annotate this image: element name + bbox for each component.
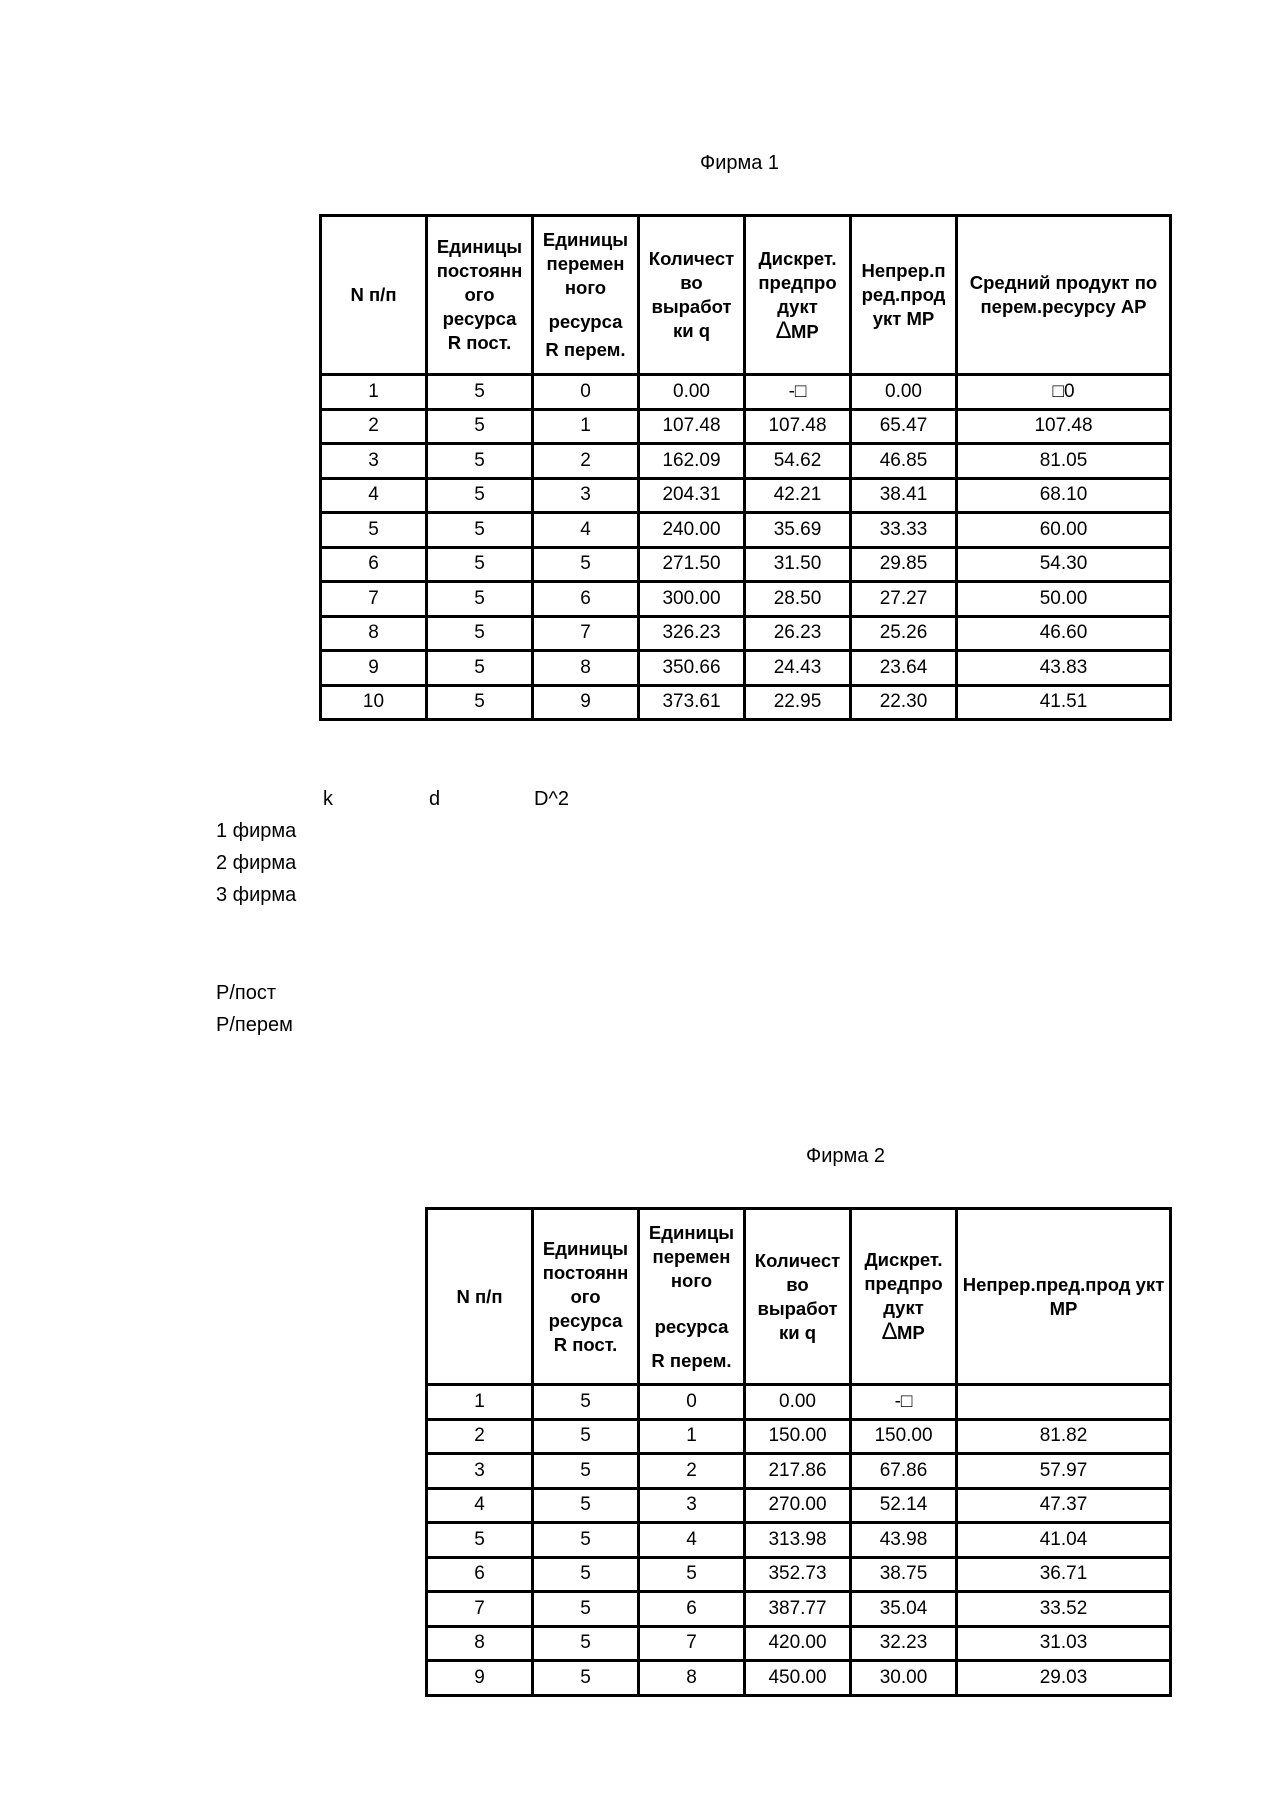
table-cell: 8	[427, 1626, 533, 1661]
table-row	[427, 1592, 1171, 1627]
table-cell: 46.60	[957, 616, 1171, 651]
param-row-label: 1 фирма	[216, 820, 297, 842]
price-label-var: P/перем	[216, 1014, 293, 1036]
table-cell: 32.23	[851, 1626, 957, 1661]
table-cell: 5	[427, 547, 533, 582]
table-cell: 36.71	[957, 1557, 1171, 1592]
table-cell: 271.50	[639, 547, 745, 582]
col-header-dmp	[851, 1209, 957, 1385]
table-cell: 41.51	[957, 685, 1171, 720]
table-cell: 217.86	[745, 1454, 851, 1489]
table-cell: 31.50	[745, 547, 851, 582]
table-cell: 2	[427, 1419, 533, 1454]
col-header-r-var	[639, 1209, 745, 1385]
table-cell: 1	[639, 1419, 745, 1454]
table-cell: 300.00	[639, 582, 745, 617]
table-cell: 5	[639, 1557, 745, 1592]
col-header-r-var-b: ресурса	[654, 1315, 729, 1337]
col-header-r-var-c: R перем.	[545, 339, 626, 360]
delta-symbol: ∆	[882, 1318, 897, 1345]
table-cell: 5	[427, 1523, 533, 1558]
table-cell: 0.00	[851, 375, 957, 410]
table-row	[427, 1523, 1171, 1558]
table-row	[427, 1385, 1171, 1420]
table-cell: 3	[533, 478, 639, 513]
table-cell: 9	[533, 685, 639, 720]
table-cell: 81.82	[957, 1419, 1171, 1454]
table-cell: 0.00	[639, 375, 745, 410]
table-cell: 8	[639, 1661, 745, 1696]
delta-symbol: ∆	[776, 316, 791, 344]
table-cell: 68.10	[957, 478, 1171, 513]
table-cell: 28.50	[745, 582, 851, 617]
table-cell: 25.26	[851, 616, 957, 651]
table-cell: 42.21	[745, 478, 851, 513]
table-cell: 387.77	[745, 1592, 851, 1627]
firm2-title: Фирма 2	[806, 1145, 886, 1167]
table-cell: 5	[533, 1592, 639, 1627]
table-row	[427, 1661, 1171, 1696]
table-cell: 2	[533, 444, 639, 479]
table-row	[321, 444, 1171, 479]
table-cell: 4	[427, 1488, 533, 1523]
table-cell: 27.27	[851, 582, 957, 617]
table-cell: 5	[427, 582, 533, 617]
table-cell: 29.03	[957, 1661, 1171, 1696]
table-row	[321, 616, 1171, 651]
table-cell: 6	[321, 547, 427, 582]
table-row	[427, 1626, 1171, 1661]
col-header-q: Количест во выработ ки q	[639, 216, 745, 375]
table-cell: 5	[427, 409, 533, 444]
table-cell: 54.30	[957, 547, 1171, 582]
col-header-r-var-c: R перем.	[651, 1349, 732, 1371]
col-header-mp: Непрер.п ред.прод укт MP	[851, 216, 957, 375]
col-header-dmp	[745, 216, 851, 375]
table-cell: 350.66	[639, 651, 745, 686]
table-cell: 38.41	[851, 478, 957, 513]
col-header-mp: Непрер.пред.прод укт MP	[957, 1209, 1171, 1385]
table-cell: 46.85	[851, 444, 957, 479]
param-header-d2: D^2	[534, 788, 569, 810]
table-cell: 313.98	[745, 1523, 851, 1558]
table-cell: 23.64	[851, 651, 957, 686]
table-cell: 5	[427, 478, 533, 513]
table-cell: 1	[321, 375, 427, 410]
table-cell: 5	[533, 1523, 639, 1558]
table-row	[321, 375, 1171, 410]
table-cell: 450.00	[745, 1661, 851, 1696]
col-header-ap: Средний продукт по перем.ресурсу AP	[957, 216, 1171, 375]
table-cell: 8	[533, 651, 639, 686]
table-cell: 2	[321, 409, 427, 444]
table-row	[427, 1557, 1171, 1592]
table-cell: 43.83	[957, 651, 1171, 686]
param-header-d: d	[429, 788, 441, 810]
table-cell: 1	[427, 1385, 533, 1420]
table-cell: 150.00	[745, 1419, 851, 1454]
price-label-fixed: P/пост	[216, 982, 277, 1004]
col-header-dmp-b: MP	[790, 320, 819, 342]
table-cell: 6	[533, 582, 639, 617]
table-row	[427, 1454, 1171, 1489]
table-cell: 57.97	[957, 1454, 1171, 1489]
table-cell: 9	[321, 651, 427, 686]
table-cell: 7	[639, 1626, 745, 1661]
table-cell: 26.23	[745, 616, 851, 651]
table-cell: 270.00	[745, 1488, 851, 1523]
table-cell: 162.09	[639, 444, 745, 479]
table-cell: 7	[533, 616, 639, 651]
table-cell: 5	[427, 685, 533, 720]
table-row	[427, 1488, 1171, 1523]
table-cell: 107.48	[639, 409, 745, 444]
table-row	[321, 513, 1171, 548]
table-cell: 35.69	[745, 513, 851, 548]
table-cell: 326.23	[639, 616, 745, 651]
table-cell: -□	[745, 375, 851, 410]
table-row	[321, 547, 1171, 582]
table-row	[321, 409, 1171, 444]
table-cell: 2	[639, 1454, 745, 1489]
table-cell: 50.00	[957, 582, 1171, 617]
table-cell: 43.98	[851, 1523, 957, 1558]
table-cell: 5	[533, 1488, 639, 1523]
col-header-r-fixed	[533, 1209, 639, 1385]
table-cell: 8	[321, 616, 427, 651]
table-cell: 67.86	[851, 1454, 957, 1489]
col-header-r-var-b: ресурса	[548, 311, 623, 332]
table-cell: 5	[427, 513, 533, 548]
col-header-n: N п/п	[321, 216, 427, 375]
table-cell: 240.00	[639, 513, 745, 548]
table-cell: 0	[639, 1385, 745, 1420]
table-cell: 3	[427, 1454, 533, 1489]
table-cell: □0	[957, 375, 1171, 410]
table-cell: 5	[533, 547, 639, 582]
table-cell: 5	[533, 1661, 639, 1696]
table-cell: 5	[533, 1419, 639, 1454]
table-cell: 5	[427, 616, 533, 651]
col-header-q: Количест во выработ ки q	[745, 1209, 851, 1385]
table-cell: 52.14	[851, 1488, 957, 1523]
table-cell: 6	[427, 1557, 533, 1592]
col-header-r-fixed-a: Единицы постоянн ого ресурса	[542, 1237, 629, 1331]
table-cell: 5	[533, 1385, 639, 1420]
table-cell: 5	[533, 1454, 639, 1489]
col-header-dmp-a: Дискрет. предпро дукт	[864, 1249, 943, 1318]
table-cell: 65.47	[851, 409, 957, 444]
table-cell	[957, 1385, 1171, 1420]
col-header-n: N п/п	[427, 1209, 533, 1385]
table-cell: 31.03	[957, 1626, 1171, 1661]
table-cell: 204.31	[639, 478, 745, 513]
table-cell: 47.37	[957, 1488, 1171, 1523]
col-header-r-var-a: Единицы перемен ного	[648, 1221, 735, 1291]
table-cell: 41.04	[957, 1523, 1171, 1558]
col-header-dmp-a: Дискрет. предпро дукт	[758, 247, 837, 317]
table-cell: 54.62	[745, 444, 851, 479]
table-cell: 4	[533, 513, 639, 548]
table-row	[321, 478, 1171, 513]
table-cell: 5	[533, 1626, 639, 1661]
table-cell: 150.00	[851, 1419, 957, 1454]
table-row	[321, 651, 1171, 686]
table-cell: 35.04	[851, 1592, 957, 1627]
table-cell: 10	[321, 685, 427, 720]
table-cell: 4	[321, 478, 427, 513]
table-cell: 3	[321, 444, 427, 479]
table-cell: 3	[639, 1488, 745, 1523]
firm1-table	[319, 214, 1172, 721]
table-cell: 107.48	[745, 409, 851, 444]
table-cell: 7	[427, 1592, 533, 1627]
param-header-k: k	[323, 788, 333, 810]
table-row	[427, 1419, 1171, 1454]
table-cell: 5	[427, 651, 533, 686]
table-cell: 5	[427, 444, 533, 479]
table-cell: 7	[321, 582, 427, 617]
table-cell: 33.33	[851, 513, 957, 548]
table-cell: 107.48	[957, 409, 1171, 444]
col-header-r-var	[533, 216, 639, 375]
table-cell: 60.00	[957, 513, 1171, 548]
table-cell: 420.00	[745, 1626, 851, 1661]
table-cell: 6	[639, 1592, 745, 1627]
col-header-r-fixed-b: R пост.	[553, 1333, 618, 1355]
table-cell: 81.05	[957, 444, 1171, 479]
table-cell: 352.73	[745, 1557, 851, 1592]
table-cell: 5	[321, 513, 427, 548]
table-cell: 5	[533, 1557, 639, 1592]
table-cell: 0.00	[745, 1385, 851, 1420]
table-cell: 5	[427, 375, 533, 410]
col-header-r-fixed-a: Единицы постоянн ого ресурса	[436, 236, 523, 329]
col-header-dmp-b: MP	[896, 1322, 925, 1343]
firm1-title: Фирма 1	[700, 152, 780, 174]
table-cell: 0	[533, 375, 639, 410]
table-cell: 24.43	[745, 651, 851, 686]
table-cell: 22.30	[851, 685, 957, 720]
table-cell: -□	[851, 1385, 957, 1420]
table-cell: 22.95	[745, 685, 851, 720]
table-row	[321, 582, 1171, 617]
firm2-table	[425, 1207, 1172, 1697]
col-header-r-fixed	[427, 216, 533, 375]
table-cell: 4	[639, 1523, 745, 1558]
table-cell: 30.00	[851, 1661, 957, 1696]
table-cell: 33.52	[957, 1592, 1171, 1627]
param-row-label: 3 фирма	[216, 884, 297, 906]
col-header-r-fixed-b: R пост.	[447, 332, 512, 353]
table-cell: 29.85	[851, 547, 957, 582]
param-row-label: 2 фирма	[216, 852, 297, 874]
table-cell: 9	[427, 1661, 533, 1696]
col-header-r-var-a: Единицы перемен ного	[542, 229, 629, 298]
table-cell: 373.61	[639, 685, 745, 720]
table-cell: 1	[533, 409, 639, 444]
table-row	[321, 685, 1171, 720]
table-cell: 38.75	[851, 1557, 957, 1592]
